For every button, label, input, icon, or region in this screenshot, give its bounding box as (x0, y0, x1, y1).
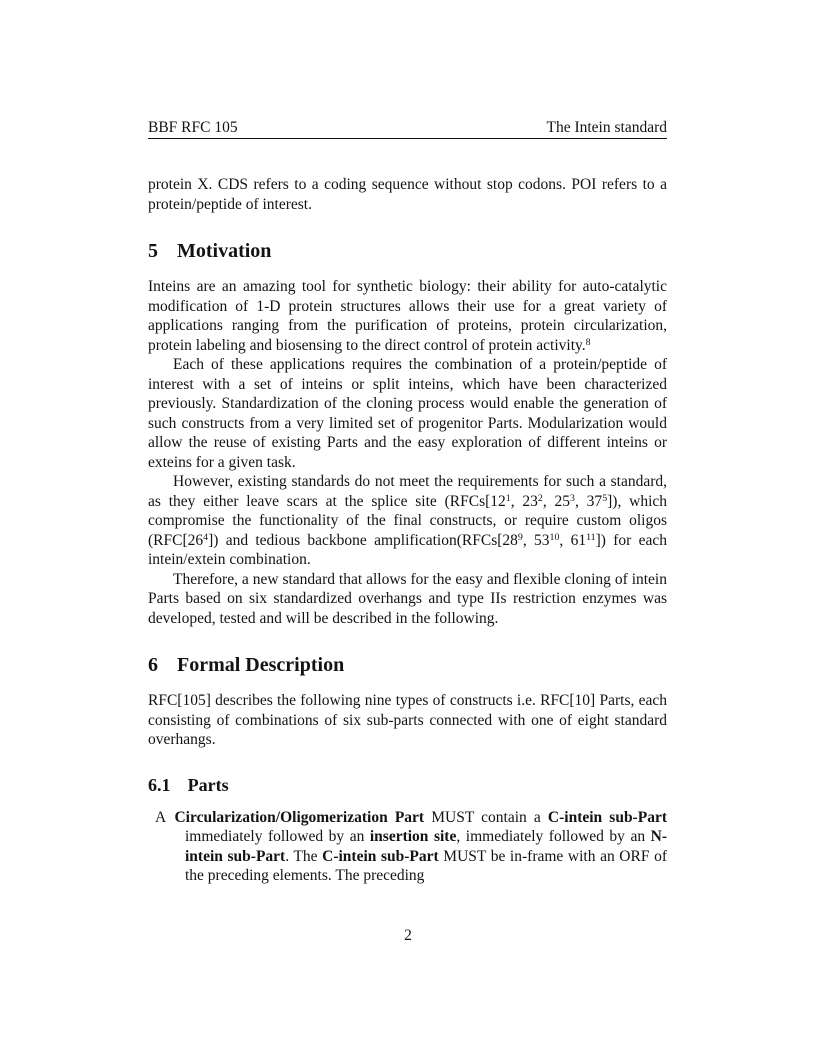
bold-term: C-intein sub-Part (322, 847, 439, 865)
header-left-title: BBF RFC 105 (148, 119, 238, 136)
paragraph (148, 355, 667, 472)
text-run: However, existing standards do not meet the requirements for such a standard, as they either leave scars at the splice site (RFCs[12 (148, 473, 667, 510)
text-run: Each of these applications requires the combination of a protein/peptide of interest with a set of inteins or split inteins, which have been characterized previously. Standardization of the cloning process would enable the generation of such constructs from a very limited set of progenitor Parts. Modularization would allow the reuse of existing Parts and the easy exploration of different inteins or exteins for a given task. (148, 356, 667, 471)
text-run: Inteins are an amazing tool for synthetic biology: their ability for auto-catalytic modification of 1-D protein structures allows their use for a great variety of applications ranging from the purification of proteins, protein circularization, protein labeling and biosensing to the direct control of protein activity. (148, 278, 667, 354)
superscript-reference: 4 (203, 531, 209, 543)
page-number: 2 (404, 927, 412, 944)
text-run: , immediately followed by an (456, 828, 651, 845)
section-number: 6.1 (148, 774, 171, 795)
bold-term: insertion site (369, 828, 457, 845)
bold-term: Circularization/Oligomerization Part (174, 808, 425, 826)
superscript-reference: 8 (585, 336, 591, 348)
page-header (148, 118, 667, 139)
text-run: , 37 (575, 492, 603, 510)
text-run: immediately followed by an (185, 828, 370, 845)
paragraph (148, 691, 667, 750)
text-run: protein X. CDS refers to a coding sequence without stop codons. POI refers to a protein/peptide of interest. (148, 176, 667, 213)
superscript-reference: 3 (570, 492, 575, 504)
page-footer (0, 926, 816, 945)
superscript-reference: 5 (602, 492, 608, 504)
text-run: ]) and tedious backbone amplification(RFCs[28 (208, 531, 518, 549)
superscript-reference: 1 (505, 492, 511, 504)
section-title: Parts (187, 774, 229, 795)
text-block (148, 118, 667, 886)
section-heading (148, 654, 667, 676)
section-number: 6 (148, 654, 158, 676)
text-run: , 23 (510, 492, 538, 510)
superscript-reference: 9 (517, 531, 523, 543)
superscript-reference: 11 (586, 531, 596, 543)
document-content (148, 175, 667, 886)
list-marker: A (155, 808, 173, 826)
superscript-reference: 2 (537, 492, 543, 504)
paragraph (148, 570, 667, 629)
header-right-title: The Intein standard (546, 119, 667, 136)
text-run: ]) for each intein/extein combination. (148, 531, 668, 568)
text-run: , 25 (542, 492, 571, 510)
text-run: . The (285, 847, 323, 865)
text-run: Therefore, a new standard that allows for the easy and flexible cloning of intein Parts based on six standardized overhangs and type IIs restriction enzymes was developed, tested and will be described in the following. (148, 570, 667, 627)
subsection-heading (148, 775, 667, 795)
list-item (148, 808, 667, 886)
section-heading (148, 240, 667, 262)
superscript-reference: 10 (549, 531, 560, 543)
paragraph (148, 175, 667, 214)
text-run: MUST be in-frame with an ORF of the preceding elements. The preceding (185, 847, 667, 884)
text-run: , 61 (559, 531, 587, 549)
paragraph (148, 472, 667, 570)
text-run: , 53 (522, 531, 550, 549)
bold-term: N-intein sub-Part (185, 828, 667, 865)
text-run: ]), which compromise the functionality of the final constructs, or require custom oligos (RFC[26 (148, 492, 668, 549)
section-number: 5 (148, 240, 158, 262)
text-run: MUST contain a (424, 808, 548, 826)
bold-term: C-intein sub-Part (547, 808, 667, 826)
text-run: RFC[105] describes the following nine types of constructs i.e. RFC[10] Parts, each consisting of combinations of six sub-parts connected with one of eight standard overhangs. (148, 692, 667, 748)
paragraph (148, 277, 667, 355)
section-title: Formal Description (177, 654, 345, 676)
section-title: Motivation (177, 240, 272, 262)
